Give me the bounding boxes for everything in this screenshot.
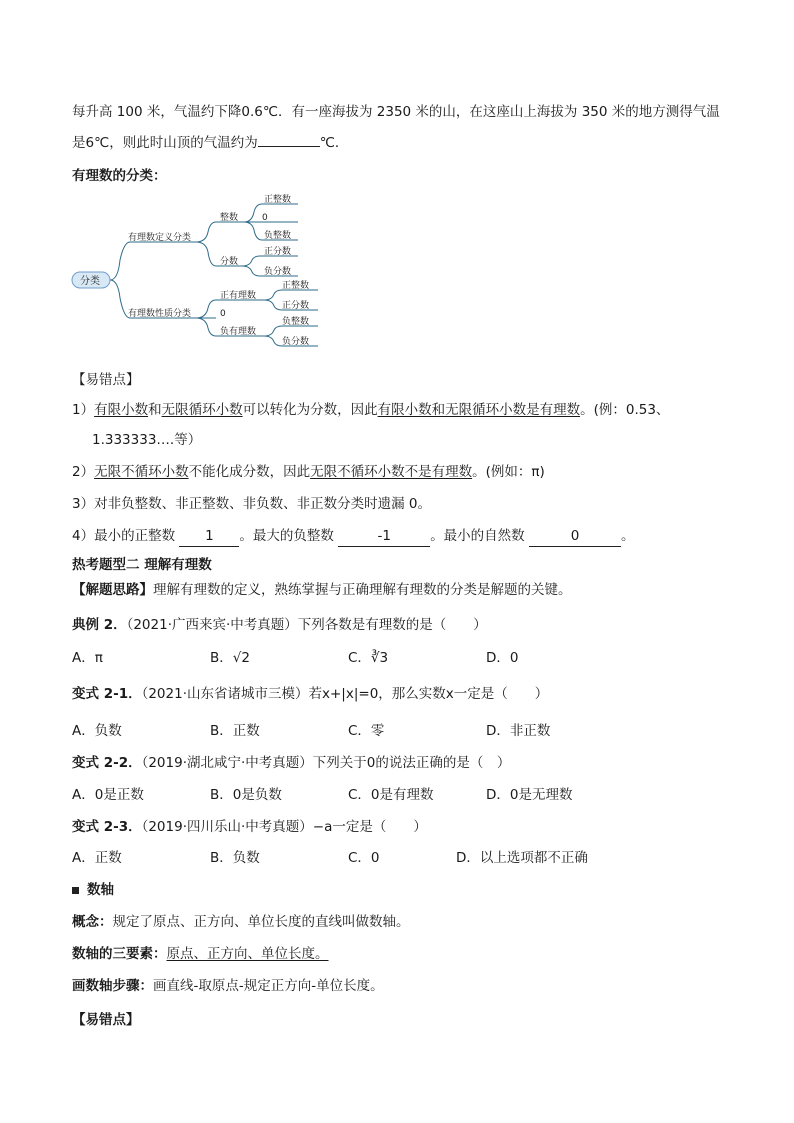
problem-unit: ℃． <box>319 135 349 151</box>
pitfall-1-text-2: 可以转化为分数，因此 <box>242 402 378 418</box>
tree-zero: 0 <box>262 213 268 223</box>
square-bullet-icon <box>72 887 79 894</box>
q3-option-b[interactable]: B．0是负数 <box>210 787 282 803</box>
q3-option-a[interactable]: A．0是正数 <box>72 787 144 803</box>
q4-option-d[interactable]: D．以上选项都不正确 <box>456 850 588 866</box>
question-label: 变式 2-3． <box>72 819 142 835</box>
answer-blank[interactable] <box>258 132 320 147</box>
concept-text: 规定了原点、正方向、单位长度的直线叫做数轴。 <box>112 914 410 930</box>
q2-option-b[interactable]: B．正数 <box>210 723 260 739</box>
q1-option-a[interactable]: A．π <box>72 650 103 666</box>
max-negative-integer-value: -1 <box>338 526 430 547</box>
tree-pos-integer-2: 正整数 <box>282 281 310 291</box>
elements-text: 原点、正方向、单位长度。 <box>166 946 329 962</box>
pitfall-1-text-1: 和 <box>148 402 162 418</box>
concept-label: 概念： <box>72 914 113 930</box>
tree-neg-rational: 负有理数 <box>220 327 257 337</box>
min-natural-number-value: 0 <box>529 526 621 547</box>
pitfall-1-term-3: 有限小数和无限循环小数是有理数 <box>377 402 581 418</box>
tree-root-label: 分类 <box>80 276 100 287</box>
tree-integer: 整数 <box>220 213 239 223</box>
problem-line-2 <box>72 132 348 153</box>
q4-option-c[interactable]: C．0 <box>348 850 380 866</box>
question-text: （2019·四川乐山·中考真题）−a一定是（ ） <box>141 819 427 835</box>
question-variant-2-1 <box>72 684 548 704</box>
tree-pos-fraction: 正分数 <box>264 247 292 257</box>
tip-label: 【解题思路】 <box>72 582 153 598</box>
question-variant-2-3 <box>72 817 427 837</box>
q1-option-b[interactable]: B．√2 <box>210 650 250 666</box>
q4-option-a[interactable]: A．正数 <box>72 850 122 866</box>
problem-line-1: 每升高 100 米，气温约下降0.6℃．有一座海拔为 2350 米的山，在这座山上海拔为 350 米的地方测得气温 <box>72 104 720 120</box>
tree-pos-integer: 正整数 <box>264 195 292 205</box>
steps-text: 画直线-取原点-规定正方向-单位长度。 <box>153 978 384 994</box>
numberline-pitfalls-title: 【易错点】 <box>72 1012 140 1028</box>
pitfall-4-text-c: 。最小的自然数 <box>430 528 529 544</box>
classification-tree <box>66 190 346 355</box>
elements-label: 数轴的三要素： <box>72 946 167 962</box>
tree-neg-fraction-2: 负分数 <box>282 337 310 347</box>
pitfall-1-term-2: 无限循环小数 <box>161 402 243 418</box>
pitfall-2-text-1: 不能化成分数，因此 <box>188 464 311 480</box>
tree-pos-fraction-2: 正分数 <box>282 301 310 311</box>
section-2-tip <box>72 580 572 600</box>
pitfall-1-continued: 1.333333….等） <box>92 432 202 448</box>
pitfall-2-term-2: 无限不循环小数不是有理数 <box>310 464 473 480</box>
numberline-heading-text: 数轴 <box>87 882 114 898</box>
tip-text: 理解有理数的定义，熟练掌握与正确理解有理数的分类是解题的关键。 <box>153 582 572 598</box>
tree-sign-zero: 0 <box>220 309 226 319</box>
pitfall-1-num: 1） <box>72 402 95 418</box>
pitfall-4-text-d: 。 <box>620 528 635 544</box>
question-text: （2019·湖北咸宁·中考真题）下列关于0的说法正确的是（ ） <box>141 755 511 771</box>
pitfalls-title: 【易错点】 <box>72 372 140 388</box>
pitfall-1 <box>72 400 669 420</box>
tree-by-definition: 有理数定义分类 <box>128 233 192 243</box>
q4-option-b[interactable]: B．负数 <box>210 850 260 866</box>
pitfall-4 <box>72 526 634 547</box>
pitfall-1-term-1: 有限小数 <box>94 402 149 418</box>
q3-option-c[interactable]: C．0是有理数 <box>348 787 434 803</box>
tree-neg-integer: 负整数 <box>264 231 292 241</box>
pitfall-4-text-b: 。最大的负整数 <box>239 528 339 544</box>
steps-label: 画数轴步骤： <box>72 978 153 994</box>
pitfall-2-text-2: 。(例如：π) <box>472 464 545 480</box>
numberline-heading <box>72 880 114 900</box>
classification-heading: 有理数的分类： <box>72 168 167 184</box>
tree-neg-fraction: 负分数 <box>264 267 292 277</box>
question-text: （2021·山东省诸城市三模）若x+|x|=0，那么实数x一定是（ ） <box>141 686 549 702</box>
question-variant-2-2 <box>72 753 510 773</box>
tree-pos-rational: 正有理数 <box>220 291 257 301</box>
tree-neg-integer-2: 负整数 <box>282 317 310 327</box>
pitfall-2-term-1: 无限不循环小数 <box>94 464 189 480</box>
pitfall-1-text-3: 。(例：0.53、 <box>580 402 670 418</box>
q3-option-d[interactable]: D．0是无理数 <box>486 787 573 803</box>
min-positive-integer-value: 1 <box>179 526 239 547</box>
question-example-2 <box>72 615 487 635</box>
problem-line-2-text: 是6℃，则此时山顶的气温约为 <box>72 135 258 151</box>
tree-fraction: 分数 <box>220 257 239 267</box>
question-label: 典例 2． <box>72 617 127 633</box>
numberline-elements <box>72 944 329 964</box>
q2-option-c[interactable]: C．零 <box>348 723 385 739</box>
q1-option-c[interactable]: C．∛3 <box>348 650 389 666</box>
question-label: 变式 2-1． <box>72 686 142 702</box>
numberline-steps <box>72 976 384 996</box>
section-2-title: 热考题型二 理解有理数 <box>72 557 212 573</box>
numberline-concept <box>72 912 410 932</box>
tree-by-sign: 有理数性质分类 <box>128 309 192 319</box>
pitfall-2 <box>72 462 545 482</box>
q1-option-d[interactable]: D．0 <box>486 650 519 666</box>
question-label: 变式 2-2． <box>72 755 142 771</box>
q2-option-d[interactable]: D．非正数 <box>486 723 551 739</box>
pitfall-3: 3）对非负整数、非正整数、非负数、非正数分类时遗漏 0。 <box>72 496 431 512</box>
pitfall-4-text-a: 4）最小的正整数 <box>72 528 180 544</box>
question-text: （2021·广西来宾·中考真题）下列各数是有理数的是（ ） <box>126 617 487 633</box>
pitfall-2-num: 2） <box>72 464 95 480</box>
q2-option-a[interactable]: A．负数 <box>72 723 122 739</box>
